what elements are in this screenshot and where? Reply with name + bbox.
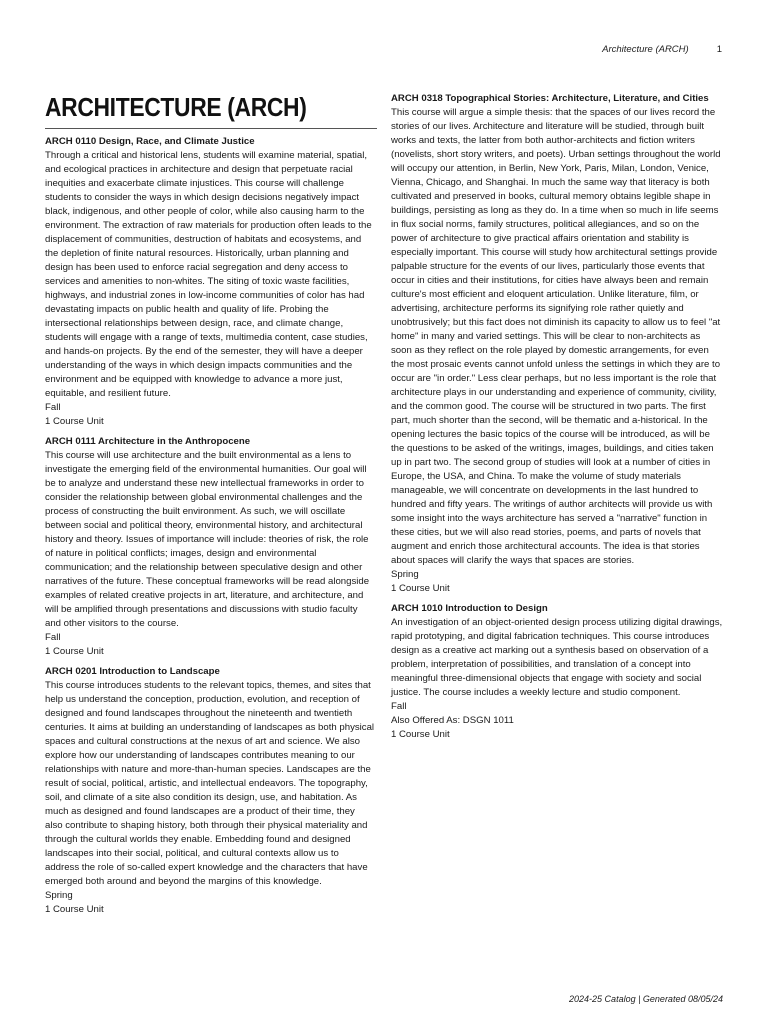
course-term: Fall bbox=[391, 701, 407, 712]
course-description: This course introduces students to the relevant topics, themes, and sites that help us understand the conception, production, evolution, and reception of designed and found landscapes throughout the nineteenth and twentieth centuries. It aims at building an understanding of landscapes as both physical spaces and cultural constructions at the nexus of art and science. We also explore how our understanding of landscapes contributes meaning to our relationships with nature and more-than-human species. Landscapes are the result of social, political, artistic, and intellectual endeavors. The topography, soil, and climate of a site also condition its design, use, and habitation. As much as designed and found landscapes are a product of their time, they also contribute to shaping history, both through their physical materiality and through the cultural worlds they enable. Embedding found and designed landscapes into their social, political, and cultural contexts allow us to address the role of so-called expert knowledge and the characters that have emerged both around and beyond the margins of this knowledge. bbox=[45, 680, 375, 887]
course-title: ARCH 0110 Design, Race, and Climate Justice bbox=[45, 136, 255, 147]
course-entry bbox=[45, 435, 375, 659]
course-term: Fall bbox=[45, 402, 61, 413]
course-term: Spring bbox=[45, 890, 73, 901]
course-title: ARCH 0111 Architecture in the Anthropocene bbox=[45, 436, 251, 447]
course-units: 1 Course Unit bbox=[45, 646, 104, 657]
course-units: 1 Course Unit bbox=[45, 904, 104, 915]
course-units: 1 Course Unit bbox=[391, 729, 450, 740]
course-title: ARCH 0318 Topographical Stories: Architecture, Literature, and Cities bbox=[391, 93, 709, 104]
course-title: ARCH 1010 Introduction to Design bbox=[391, 603, 548, 614]
course-term: Fall bbox=[45, 632, 61, 643]
title-divider bbox=[45, 128, 377, 129]
left-column bbox=[45, 92, 375, 923]
course-units: 1 Course Unit bbox=[391, 583, 450, 594]
right-column bbox=[391, 92, 723, 748]
page-number: 1 bbox=[716, 44, 722, 55]
running-title: Architecture (ARCH) bbox=[602, 44, 689, 55]
course-term: Spring bbox=[391, 569, 419, 580]
course-entry bbox=[391, 602, 723, 742]
course-also-offered: Also Offered As: DSGN 1011 bbox=[391, 715, 514, 726]
course-description: Through a critical and historical lens, students will examine material, spatial, and ecological practices in architecture and design that perpetuate racial inequities and exacerbate climate injustices. This course will challenge students to consider the ways in which design decisions negatively impact black, indigenous, and other people of color, while also causing harm to the environment. The extraction of raw materials for production often leads to the displacement of communities, destruction of habitats and ecosystems, and the depletion of finite natural resources. Historically, urban planning and design has been used to enforce racial segregation and deny access to services and amenities to non-whites. The siting of toxic waste facilities, highways, and industrial zones in low-income communities of color has had devastating impacts on public health and quality of life. Probing the intersectional relationships between design, race, and climate change, students will engage with a range of texts, multimedia content, case studies, and hands-on projects. By the end of the semester, they will have a deeper understanding of the ways in which design impacts communities and the environment and be equipped with knowledge to advance a more just, equitable, and resilient future. bbox=[45, 150, 372, 399]
course-entry bbox=[45, 135, 375, 429]
page-title: ARCHITECTURE (ARCH) bbox=[45, 92, 307, 122]
course-units: 1 Course Unit bbox=[45, 416, 104, 427]
catalog-footer: 2024-25 Catalog | Generated 08/05/24 bbox=[569, 994, 723, 1004]
course-description: This course will use architecture and the built environmental as a lens to investigate the emerging field of the environmental humanities. Our goal will be to analyze and understand these new intellectual frameworks in order to consider the relationship between global environmental challenges and the process of constructing the built environment. As such, we will oscillate between social and political theory, environmental history, and architectural history and theory. Issues of importance will include: theories of risk, the role of nature in political conflicts; images, design and environmental communication; and the relationship between speculative design and other narratives of the future. These conceptual frameworks will be read alongside examples of related creative projects in art, literature, and architecture, and will be amplified through presentations and discussions with studio faculty and other visitors to the course. bbox=[45, 450, 370, 629]
course-entry bbox=[391, 92, 723, 596]
course-description: An investigation of an object-oriented design process utilizing digital drawings, rapid prototyping, and digital fabrication techniques. This course introduces design as a creative act marking out a synthesis based on observation of a problem, interpretation of possibilities, and translation of a concept into meaningful three-dimensional objects that engage with society and social justice. The course includes a weekly lecture and studio component. bbox=[391, 617, 723, 698]
course-description: This course will argue a simple thesis: that the spaces of our lives record the stories of our lives. Architecture and literature will be studied, through built works and texts, the latter from both author-architects and fiction writers (novelists, short story writers, and poets). Urban settings throughout the world will occupy our attention, in Berlin, New York, Paris, Milan, London, Venice, Vienna, Chicago, and Shanghai. In much the same way that literacy is both cultivated and preserved in books, cultural memory obtains legible shape in buildings, persisting as long as they do. In a time when so much in life seems in flux social norms, family structures, political allegiances, and so on the power of architecture to give practical affairs orientation and stability is especially important. This course will study how architectural settings provide palpable structure for the events of our lives, particularly those events that occur in cities and their institutions, for cities have always been and remain culture's most efficient and eloquent articulation. Unlike literature, film, or advertising, architecture performs its signifying role rather quietly and unobtrusively; but this fact does not diminish its capacity to allow us to feel "at home" in many and varied settings. This will be clear to non-architects as soon as they reflect on the role played by domestic arrangements, for even the most prosaic events cannot unfold unless the settings in which they are to occur are "in order." Less clear perhaps, but no less important is the role that architecture plays in our understanding and experience of community, civility, and the common good. The course will be structured in two parts. The first part, much shorter than the second, will be thematic and a-historical. In the opening lectures the basic topics of the course will be introduced, as will be the questions to be asked of the writings, images, buildings, and cities taken up in part two. The second group of studies will look at a number of cities in Europe, the USA, and China. To make the volume of study materials manageable, we will concentrate on developments in the last hundred to hundred and fifty years. The writings of author architects will provide us with some insight into the ways architecture has served a "narrative" function in these cities, but we will also read stories, poems, and parts of novels that augment and enrich those architectural accounts. The idea is that stories about spaces will clarify the ways that spaces are stories. bbox=[391, 107, 721, 566]
course-title: ARCH 0201 Introduction to Landscape bbox=[45, 666, 220, 677]
course-entry bbox=[45, 665, 375, 917]
running-header bbox=[602, 44, 722, 55]
